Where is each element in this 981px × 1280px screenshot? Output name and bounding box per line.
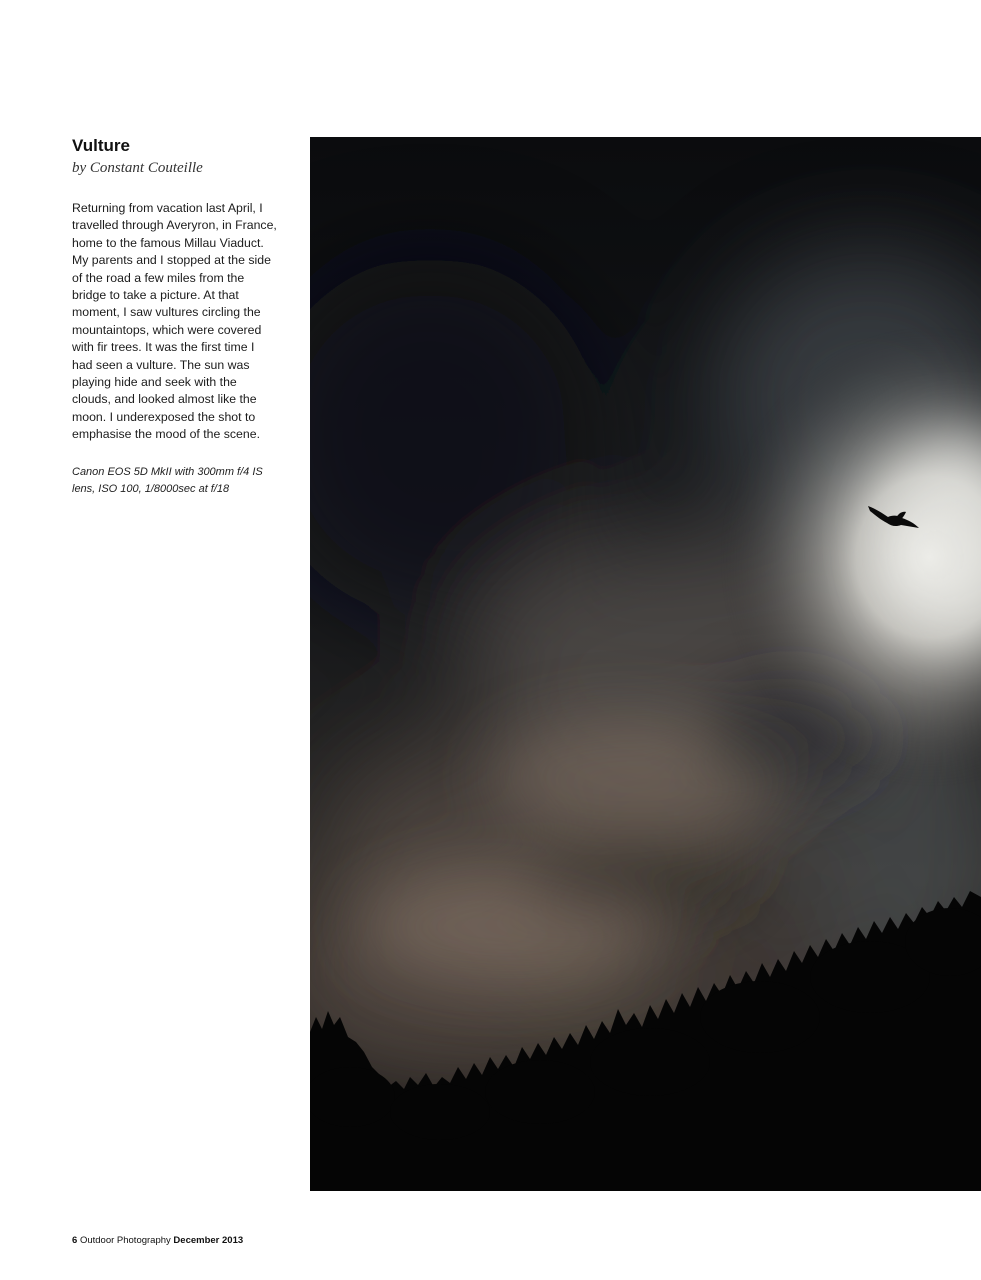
- article-byline: by Constant Couteille: [72, 160, 203, 176]
- article-body: Returning from vacation last April, I travelled through Averyron, in France, home to the famous Millau Viaduct. My parents and I stopped at the side of the road a few miles from the bridge to take a picture. At that moment, I saw vultures circling the mountaintops, which were covered with fir trees. It was the first time I had seen a vulture. The sun was playing hide and seek with the clouds, and looked almost like the moon. I underexposed the shot to emphasise the mood of the scene.: [72, 201, 277, 442]
- vulture-photo-image: [310, 137, 981, 1191]
- photo-caption: Canon EOS 5D MkII with 300mm f/4 IS lens, ISO 100, 1/8000sec at f/18: [72, 465, 263, 496]
- page-footer: [72, 1235, 243, 1247]
- page-number: 6: [72, 1235, 78, 1246]
- vulture-photo: [310, 137, 981, 1191]
- article-title: Vulture: [72, 136, 130, 155]
- issue-date: December 2013: [173, 1235, 244, 1246]
- magazine-name: Outdoor Photography: [79, 1235, 171, 1246]
- article-column: [72, 136, 278, 499]
